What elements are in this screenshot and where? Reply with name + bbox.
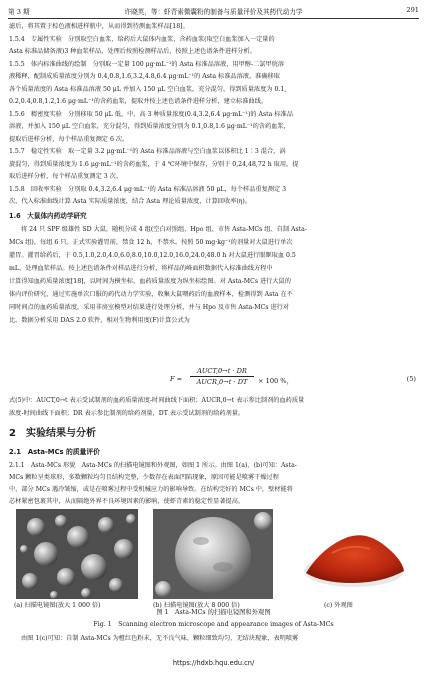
text-line: 将 24 只 SPF 级雄性 SD 大鼠，随机分成 4 组(空白对照组、Hpo 组、市售 Asta-MCs 组、自制 Asta-	[21, 226, 307, 233]
formula-lhs: F =	[170, 375, 183, 383]
powder-appearance-image	[292, 509, 414, 599]
formula-tail: × 100 %，	[258, 377, 294, 385]
text-line: 溶液，并加入 150 μL 空白血浆，充分混匀，得到质量浓度分别为 0.1,0.8,1.6 μg·mL⁻¹的含药血浆，	[9, 123, 290, 130]
section-heading-2: 2 实验结果与分析	[9, 428, 96, 439]
figure-1	[10, 509, 420, 609]
text-line: 式(5)中：AUCT,0→t 表示受试制剂的血药质量浓度-时间曲线下面积；AUCR,0→t 表示参比制剂的血药质量	[9, 397, 305, 404]
text-line: 体内评价研究，通过实施单次口服的药代动力学实验，收集大鼠喂药后的血液样本，检测得到 Asta 在不	[9, 291, 293, 298]
journal-url[interactable]: https://hdxb.hqu.edu.cn/	[172, 659, 255, 667]
text-line: MCs 颗粒呈类球形，多数颗粒均匀且结构完整，少数存在表面凹陷现象，原因可能是喷雾干燥过程	[9, 474, 279, 481]
caption-c: (c) 外观图	[324, 602, 353, 609]
formula-numerator: AUCT,0→t · DR	[190, 367, 254, 377]
text-line: 取后进样分析，每个样品重复测定 3 次。	[9, 173, 123, 180]
figure-title-en: Fig. 1 Scanning electron microscope and appearance images of Asta-MCs	[93, 621, 334, 628]
sem-image-8000x	[153, 509, 273, 599]
method-1-5-6: 1.5.6 精密度实验 分别移取 50 μL 低、中、高 3 种质量浓度(0.4,3.2,6.4 μg·mL⁻¹)的 Asta 标准品	[9, 111, 293, 118]
caption-a: (a) 扫描电镜图(放大 1 000 倍)	[14, 602, 101, 609]
text-line: 中，部分 MCs 遇冷皱缩，或是在喷雾过程中受机械应力的影响导致。在结构完好的 MCs 中，壁材能将	[9, 486, 293, 493]
formula-fraction	[190, 367, 254, 386]
caption-b: (b) 扫描电镜图(放大 8 000 倍)	[153, 602, 240, 609]
method-1-5-5: 1.5.5 体内标准曲线的绘制 分别取一定量 100 μg·mL⁻¹的 Asta 标准品溶液，用甲醇-二氯甲烷溶	[9, 61, 285, 68]
running-title: 许晓英，等：虾青素微囊粉的制备与质量评价及其药代动力学	[124, 8, 303, 16]
text-line: 各个质量浓度的 Asta 标准品溶液 50 μL 并加入 150 μL 空白血浆，充分混匀，得到质量浓度为 0.1,	[9, 86, 287, 93]
text-line: 同时间点的血药质量浓度，采用非房室模型对结果进行处理分析，并与 Hpo 及市售 Asta-MCs 进行对	[9, 304, 290, 311]
figure-title-cn: 图 1 Asta-MCs 的扫描电镜图和外观图	[156, 609, 271, 616]
text-line: 液稀释，配制成质量浓度分别为 0.4,0.8,1.6,3.2,4.8,6.4 μg·mL⁻¹的 Asta 标准品溶液。准确移取	[9, 73, 280, 80]
method-1-5-7: 1.5.7 稳定性实验 取一定量 3.2 μg·mL⁻¹的 Asta 标准品溶液与空白血浆以体积比 1∶3 混合，涡	[9, 148, 286, 155]
text-line: 2.1.1 Asta-MCs 形貌 Asta-MCs 的扫描电镜图和外观图，如图 1 所示。由图 1(a)、(b)可知：Asta-	[9, 462, 297, 469]
text-line: mL，处理血浆样品。按上述色谱条件对样品进行分析，将样品的峰面积数据代入标准曲线方程中	[9, 265, 273, 272]
running-header	[8, 6, 419, 19]
text-line: 提取后进样分析，每个样品重复测定 6 次。	[9, 136, 129, 143]
text-line: 灌胃。灌胃给药后，于 0.5,1.0,2.0,4.0,6.0,8.0,10.0,12.0,16.0,24.0,48.0 h 对大鼠进行眼眶取血 0.5	[9, 252, 296, 259]
formula-denominator: AUCR,0→t · DT	[196, 378, 248, 386]
method-1-5-8: 1.5.8 回收率实验 分别取 0.4,3.2,6.4 μg·mL⁻¹的 Asta 标准品溶液 50 μL，每个样品重复测定 3	[9, 186, 287, 193]
text-line: 次，代入标准曲线计算 Asta 实际质量浓度，结合 Asta 理论质量浓度，计算回收率(η)。	[9, 198, 252, 205]
section-heading-1-6: 1.6 大鼠体内药动学研究	[9, 212, 87, 220]
text-line: 浓度-时间曲线下面积；DR 表示参比制剂的给药剂量，DT 表示受试制剂的给药剂量。	[9, 410, 245, 417]
sem-image-1000x	[16, 509, 138, 599]
text-line: 0.2,0.4,0.8,1.2,1.6 μg·mL⁻¹的含药血浆，提取并按上述色谱条件进样分析，建立标准曲线。	[9, 98, 267, 105]
text-line: 滤后，将其置于棕色液相进样瓶中，从而得到待测血浆样品[18]。	[9, 23, 189, 30]
text-line: 计算得知血药质量浓度[18]，以时间为横坐标，血药质量浓度为纵坐标绘图。对 Asta-MCs 进行大鼠的	[9, 278, 291, 285]
text-line: 旋混匀，得到质量浓度为 1.6 μg·mL⁻¹的含药血浆，于 4 ℃环境中保存，分别于 0,24,48,72 h 取用，提	[9, 161, 299, 168]
text-line: Asta 标准品储备液)3 种血浆样品，处理后按照检测样品后，按照上述色谱条件进样分析。	[9, 48, 256, 55]
equation-5	[120, 367, 420, 391]
method-1-5-4: 1.5.4 专属性实验 分别取空白血浆、给药后大鼠体内血浆、含药血浆(取空白血浆加入一定量的	[9, 36, 275, 43]
section-heading-2-1: 2.1 Asta-MCs 的质量评价	[9, 448, 100, 456]
text-line: 比。数据分析采用 DAS 2.0 软件，相对生物利用度(F)计算公式为	[9, 317, 190, 324]
text-line: MCs 组)，每组 6 只。正式实验灌胃前，禁食 12 h，不禁水。按照 50 mg·kg⁻¹的剂量对大鼠进行单次	[9, 239, 293, 246]
text-line: 芯材紧密包裹其中，从而隔绝外界不良环境因素的影响，使虾青素的稳定性显著提高。	[9, 498, 245, 505]
page-number: 291	[406, 6, 419, 14]
text-line: 由图 1(c)可知：自制 Asta-MCs 为橙红色粉末，无不良气味，颗粒细致均匀，无结块现象，表明喷雾	[21, 635, 299, 642]
equation-number: (5)	[406, 375, 416, 383]
issue-label: 第 3 期	[8, 8, 30, 16]
